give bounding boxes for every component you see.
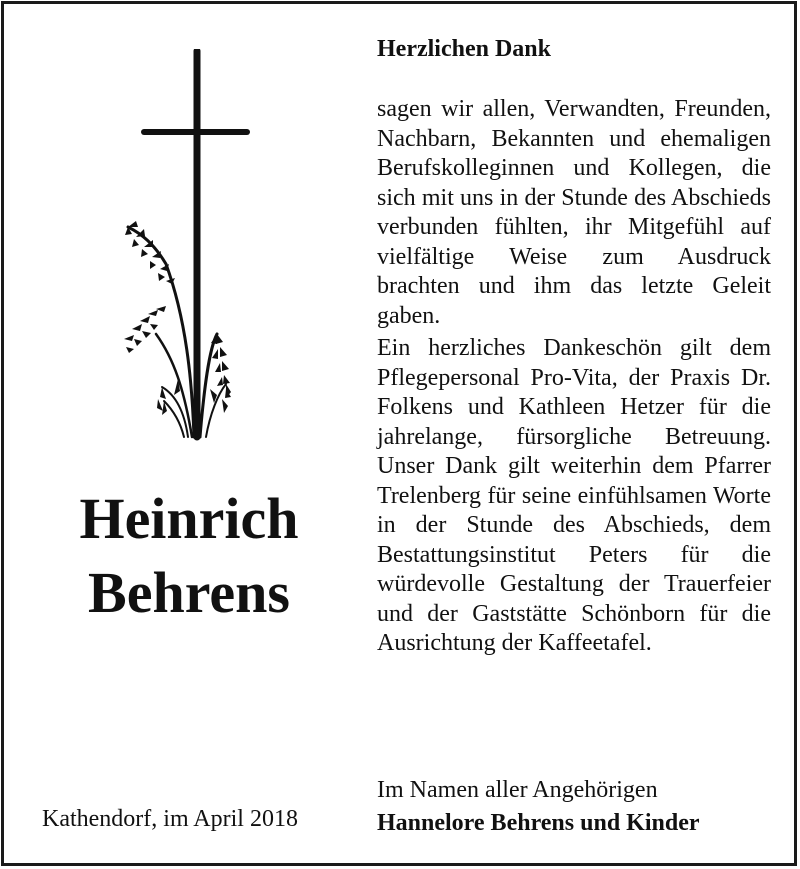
signature: Hannelore Behrens und Kinder bbox=[377, 810, 700, 836]
place-and-date: Kathendorf, im April 2018 bbox=[42, 806, 298, 832]
cross-with-grain-icon bbox=[114, 49, 264, 444]
notice-body bbox=[377, 95, 771, 659]
deceased-last-name: Behrens bbox=[88, 560, 290, 625]
obituary-notice bbox=[1, 1, 797, 866]
notice-paragraph: Ein herzliches Dankeschön gilt dem Pflegepersonal Pro-Vita, der Praxis Dr. Folkens und Kathleen Hetzer für die jahrelange, fürsorgliche Betreuung. Unser Dank gilt weiterhin dem Pfarrer Trelenberg für seine einfühlsamen Worte in der Stunde des Abschieds, dem Bestattungsinstitut Peters für die würdevolle Gestaltung der Trauerfeier und der Gaststätte Schönborn für die Ausrichtung der Kaffeetafel. bbox=[377, 335, 771, 656]
closing-line: Im Namen aller Angehörigen bbox=[377, 777, 658, 803]
deceased-first-name: Heinrich bbox=[79, 486, 299, 551]
notice-heading: Herzlichen Dank bbox=[377, 36, 551, 62]
notice-paragraph: sagen wir allen, Verwandten, Freunden, Nachbarn, Bekannten und ehemaligen Berufskolleginnen und Kollegen, die sich mit uns in der Stunde des Abschieds verbunden fühlten, ihr Mitgefühl auf vielfältige Weise zum Ausdruck brachten und ihm das letzte Geleit gaben. bbox=[377, 96, 771, 329]
notice-closing bbox=[377, 774, 771, 840]
